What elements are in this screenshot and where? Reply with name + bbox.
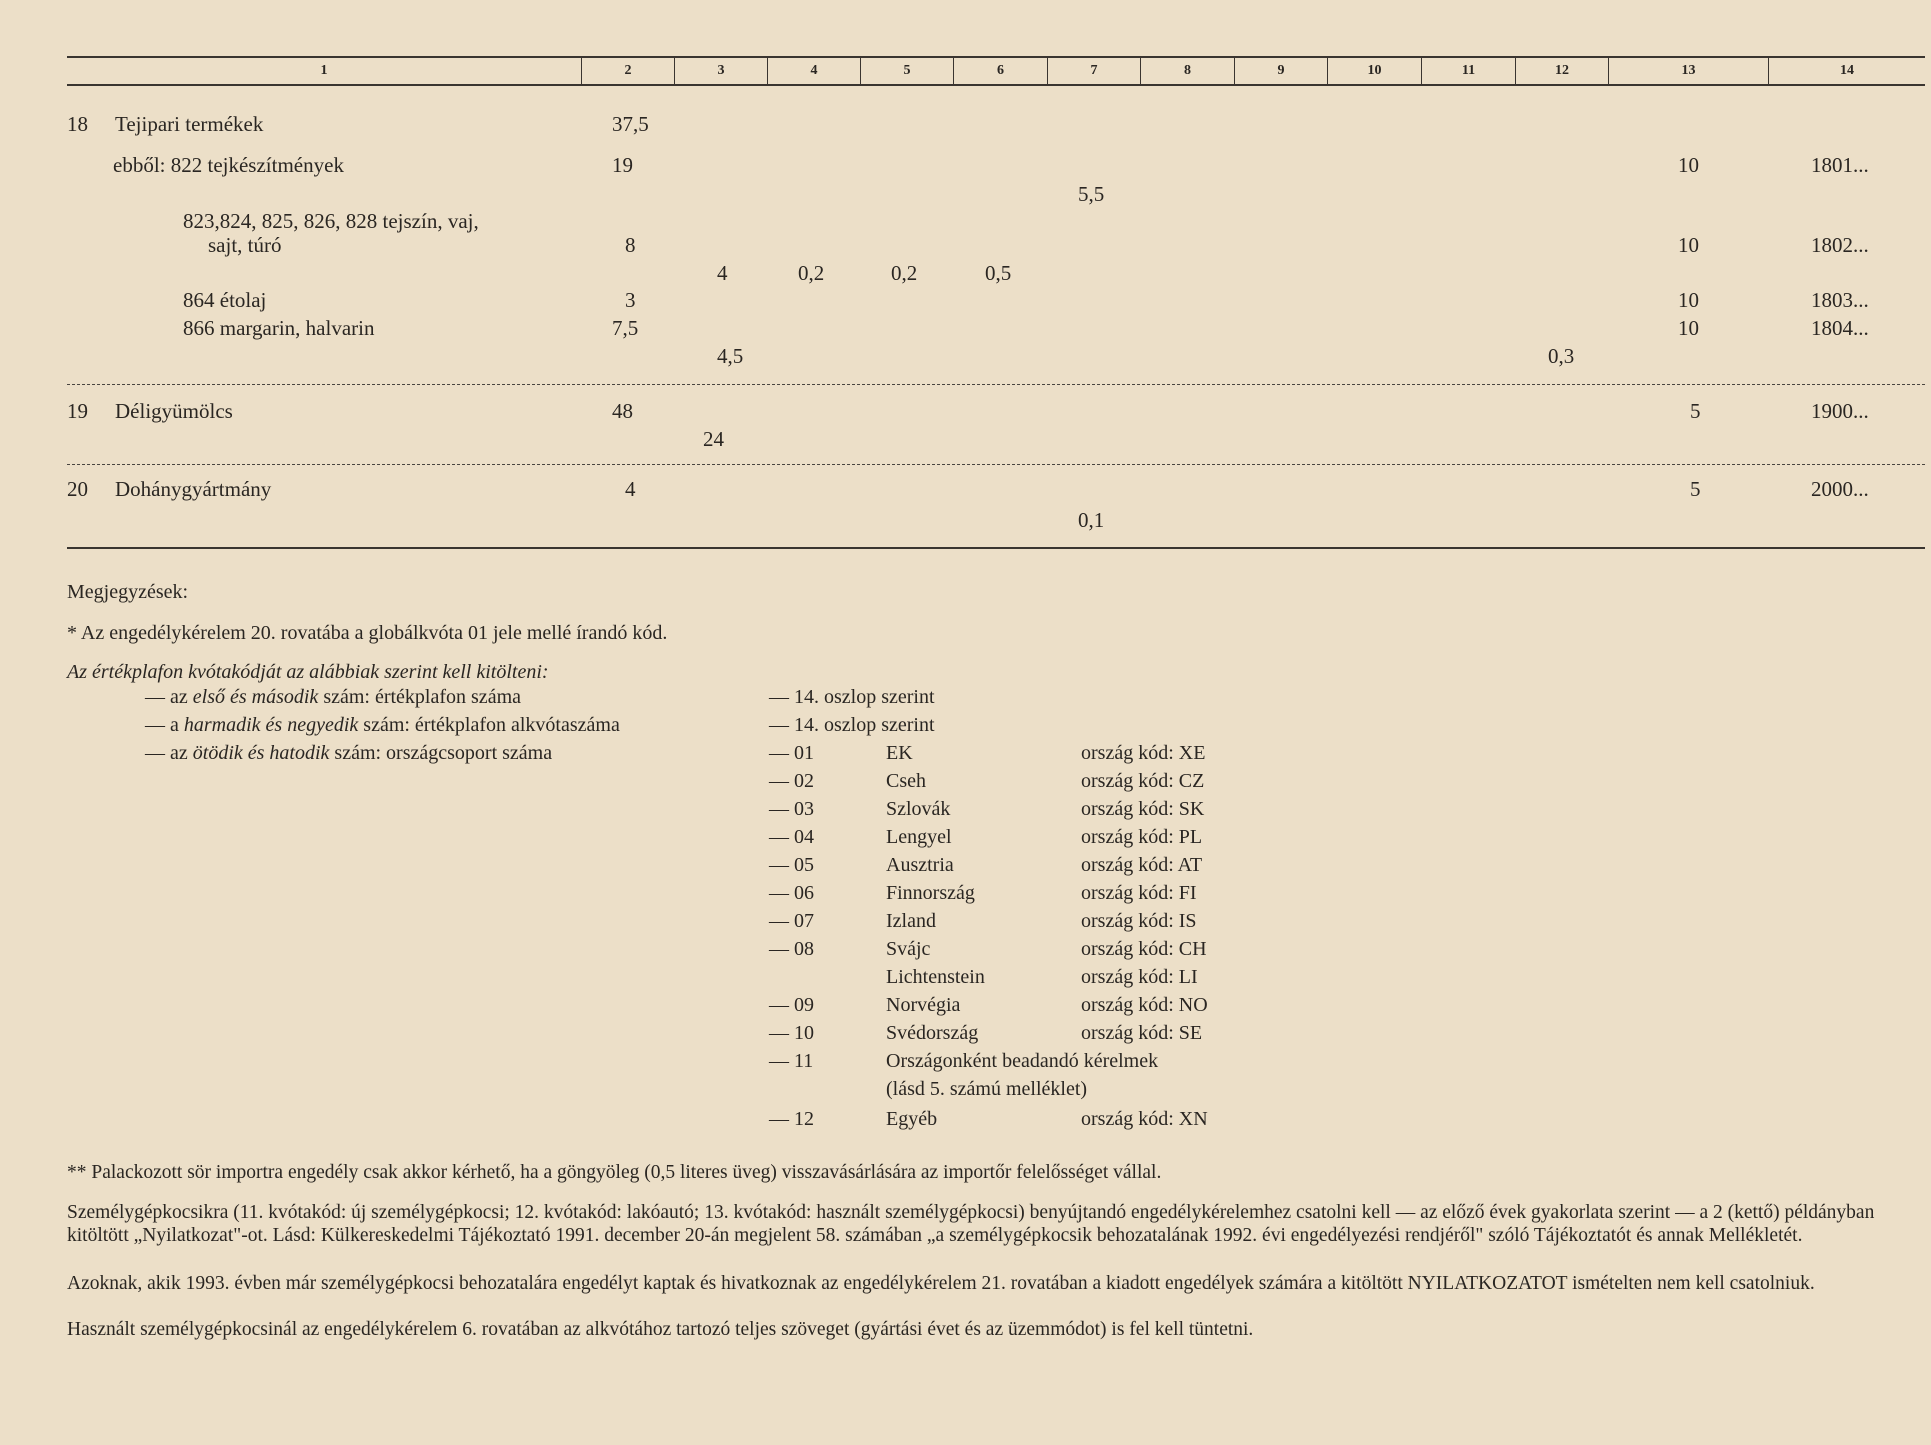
- country-name: Lengyel: [886, 826, 952, 848]
- cell-col-14: 1802...: [1811, 233, 1869, 257]
- country-iso: ország kód: CH: [1081, 938, 1207, 960]
- country-name: Finnország: [886, 882, 975, 904]
- country-name: Országonként beadandó kérelmek: [886, 1050, 1159, 1072]
- country-iso: ország kód: SE: [1081, 1022, 1203, 1044]
- note-double-star: ** Palackozott sör importra engedély csak akkor kérhető, ha a göngyöleg (0,5 literes üveg) visszavásárlására az importőr felelősséget vállal.: [67, 1162, 1162, 1183]
- country-name: Cseh: [886, 770, 926, 792]
- rule-emphasis: első és második: [192, 686, 319, 708]
- row-label: 866 margarin, halvarin: [183, 316, 375, 340]
- cell-col-13: 5: [1690, 477, 1701, 501]
- row-label: 823,824, 825, 826, 828 tejszín, vaj,: [183, 209, 479, 233]
- country-name: Norvégia: [886, 994, 961, 1016]
- row-label: ebből: 822 tejkészítmények: [113, 153, 344, 177]
- header-col-8: 8: [1140, 58, 1234, 84]
- rule-text: szám: értékplafon alkvótaszáma: [358, 714, 620, 736]
- cell-col-5: 0,2: [891, 261, 918, 285]
- header-col-10: 10: [1327, 58, 1421, 84]
- header-col-1: 1: [320, 63, 328, 78]
- cell-col-14: 1803...: [1811, 288, 1869, 312]
- country-iso: ország kód: FI: [1081, 882, 1197, 904]
- header-col-12: 12: [1515, 58, 1608, 84]
- country-code: — 10: [769, 1022, 814, 1044]
- note-paragraph: Azoknak, akik 1993. évben már személygépkocsi behozatalára engedélyt kaptak és hivatkoznak az engedélykérelem 21. rovatában a kiadott engedélyek számára a kitöltött NYILATKOZATOT ismételten nem kell csatolniuk.: [67, 1273, 1815, 1294]
- country-name: Svájc: [886, 938, 931, 960]
- cell-col-13: 5: [1690, 399, 1701, 423]
- header-col-7: 7: [1047, 58, 1140, 84]
- rule-prefix: — az: [145, 742, 193, 764]
- row-label: Déligyümölcs: [115, 399, 233, 423]
- cell-col-13: 10: [1678, 316, 1699, 340]
- row-number: 19: [67, 399, 88, 423]
- country-iso: ország kód: XN: [1081, 1108, 1208, 1130]
- country-iso: ország kód: LI: [1081, 966, 1198, 988]
- country-code: — 09: [769, 994, 814, 1016]
- country-name: EK: [886, 742, 913, 764]
- cell-col-2: 48: [612, 399, 633, 423]
- rule-right: — 14. oszlop szerint: [769, 714, 935, 736]
- cell-col-14: 1900...: [1811, 399, 1869, 423]
- cell-col-12: 0,3: [1548, 344, 1575, 368]
- note-paragraph: Személygépkocsikra (11. kvótakód: új személygépkocsi; 12. kvótakód: lakóautó; 13. kvótakód: használt személygépkocsi) benyújtandó engedélykérelemhez csatolni kell — az előző évek gyakorlata szerint — a 2 (kettő) példányban kitöltött „Nyilatkozat"-ot. Lásd: Külkereskedelmi Tájékoztató 1991. december 20-án megjelent 58. számában „a személygépkocsik behozatalának 1992. évi engedélyezési rendjéről" szóló Tájékoztatót és annak Mellékletét.: [67, 1202, 1875, 1246]
- rule-line: [145, 686, 521, 709]
- rule-emphasis: harmadik és negyedik: [183, 714, 359, 736]
- table-header: [67, 56, 1925, 86]
- row-label: Dohánygyártmány: [115, 477, 272, 501]
- rule-line: [145, 742, 552, 765]
- country-code: — 02: [769, 770, 814, 792]
- cell-col-2: 37,5: [612, 112, 649, 136]
- cell-col-3: 4: [717, 261, 728, 285]
- cell-col-13: 10: [1678, 288, 1699, 312]
- country-iso: ország kód: IS: [1081, 910, 1197, 932]
- row-divider: [67, 464, 1925, 465]
- header-col-2: 2: [581, 58, 674, 84]
- country-code: — 06: [769, 882, 814, 904]
- cell-col-2: 7,5: [612, 316, 639, 340]
- header-col-14: 14: [1768, 58, 1925, 84]
- header-col-6: 6: [953, 58, 1047, 84]
- row-divider: [67, 384, 1925, 385]
- header-col-13: 13: [1608, 58, 1768, 84]
- cell-col-3: 4,5: [717, 344, 744, 368]
- rule-prefix: — az: [145, 686, 193, 708]
- header-col-5: 5: [860, 58, 953, 84]
- rule-line: [145, 714, 620, 737]
- country-iso: ország kód: SK: [1081, 798, 1205, 820]
- cell-col-2: 4: [625, 477, 636, 501]
- country-code: — 08: [769, 938, 814, 960]
- country-iso: ország kód: PL: [1081, 826, 1203, 848]
- country-name: Izland: [886, 910, 936, 932]
- country-iso: ország kód: CZ: [1081, 770, 1205, 792]
- country-code: — 11: [769, 1050, 814, 1072]
- note-star: * Az engedélykérelem 20. rovatába a globálkvóta 01 jele mellé írandó kód.: [67, 622, 668, 644]
- rule-text: szám: országcsoport száma: [329, 742, 553, 764]
- header-col-11: 11: [1421, 58, 1515, 84]
- country-code: — 12: [769, 1108, 814, 1130]
- country-name: Svédország: [886, 1022, 979, 1044]
- row-number: 20: [67, 477, 88, 501]
- cell-col-13: 10: [1678, 233, 1699, 257]
- cell-col-14: 1801...: [1811, 153, 1869, 177]
- rule-text: szám: értékplafon száma: [318, 686, 521, 708]
- country-code: — 01: [769, 742, 814, 764]
- header-col-4: 4: [767, 58, 860, 84]
- cell-col-14: 2000...: [1811, 477, 1869, 501]
- row-label: Tejipari termékek: [115, 112, 264, 136]
- cell-col-14: 1804...: [1811, 316, 1869, 340]
- country-name: Lichtenstein: [886, 966, 985, 988]
- notes-title: Megjegyzések:: [67, 581, 189, 603]
- cell-col-4: 0,2: [798, 261, 825, 285]
- rule-prefix: — a: [145, 714, 184, 736]
- rule-emphasis: ötödik és hatodik: [192, 742, 330, 764]
- cell-col-3: 24: [703, 427, 724, 451]
- country-name: Egyéb: [886, 1108, 938, 1130]
- country-name: Ausztria: [886, 854, 954, 876]
- cell-col-6: 0,5: [985, 261, 1012, 285]
- cell-col-2: 19: [612, 153, 633, 177]
- row-number: 18: [67, 112, 88, 136]
- country-code: — 07: [769, 910, 814, 932]
- cell-col-13: 10: [1678, 153, 1699, 177]
- cell-col-2: 8: [625, 233, 636, 257]
- country-code: — 05: [769, 854, 814, 876]
- row-label: 864 étolaj: [183, 288, 267, 312]
- header-col-3: 3: [674, 58, 767, 84]
- row-label-cont: sajt, túró: [208, 233, 282, 257]
- country-code: — 03: [769, 798, 814, 820]
- country-iso: ország kód: XE: [1081, 742, 1206, 764]
- note-intro: Az értékplafon kvótakódját az alábbiak szerint kell kitölteni:: [67, 661, 549, 683]
- country-name: Szlovák: [886, 798, 951, 820]
- rule-right: — 14. oszlop szerint: [769, 686, 935, 708]
- header-col-9: 9: [1234, 58, 1327, 84]
- cell-col-2: 3: [625, 288, 636, 312]
- country-code: — 04: [769, 826, 814, 848]
- table-bottom-rule: [67, 547, 1925, 549]
- country-iso: ország kód: NO: [1081, 994, 1208, 1016]
- cell-col-7: 0,1: [1078, 508, 1105, 532]
- country-iso: ország kód: AT: [1081, 854, 1203, 876]
- note-paragraph: Használt személygépkocsinál az engedélykérelem 6. rovatában az alkvótához tartozó teljes szöveget (gyártási évet és az üzemmódot) is fel kell tüntetni.: [67, 1319, 1254, 1340]
- cell-col-7: 5,5: [1078, 182, 1105, 206]
- country-name: (lásd 5. számú melléklet): [886, 1078, 1088, 1100]
